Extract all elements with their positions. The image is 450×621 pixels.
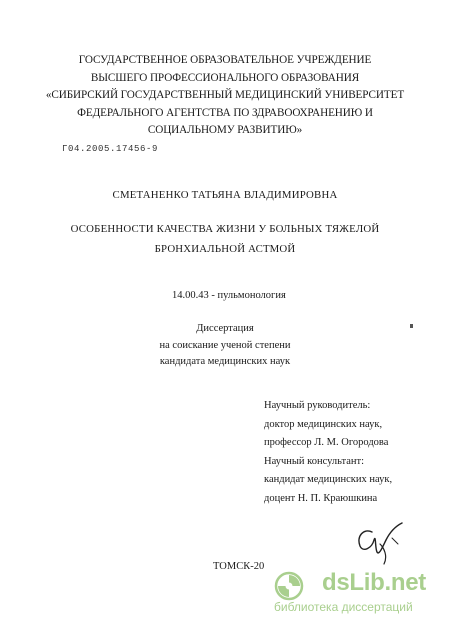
institution-line: ФЕДЕРАЛЬНОГО АГЕНТСТВА ПО ЗДРАВООХРАНЕНИЮ И <box>77 106 373 119</box>
degree-statement <box>0 321 450 371</box>
advisor-line: доктор медицинских наук, <box>264 418 383 430</box>
city-year: ТОМСК-20 <box>213 561 265 572</box>
advisor-line: доцент Н. П. Краюшкина <box>264 492 378 504</box>
institution-header <box>0 52 450 140</box>
title-line: БРОНХИАЛЬНОЙ АСТМОЙ <box>154 243 296 255</box>
catalog-code: Г04.2005.17456-9 <box>62 144 159 154</box>
advisor-line: кандидат медицинских наук, <box>264 474 393 485</box>
degree-line: на соискание ученой степени <box>159 339 291 351</box>
watermark <box>270 568 446 618</box>
institution-line: «СИБИРСКИЙ ГОСУДАРСТВЕННЫЙ МЕДИЦИНСКИЙ УНИВЕРСИТЕТ <box>45 89 405 101</box>
watermark-tagline: библиотека диссертаций <box>274 600 413 614</box>
dissertation-title <box>0 219 450 259</box>
advisors-block <box>264 397 392 508</box>
dslib-logo-icon <box>274 571 304 601</box>
advisor-line: Научный руководитель: <box>264 400 371 411</box>
advisor-line: Научный консультант: <box>264 455 365 467</box>
specialty-code: 14.00.43 - пульмонология <box>172 290 286 301</box>
institution-line: ВЫСШЕГО ПРОФЕССИОНАЛЬНОГО ОБРАЗОВАНИЯ <box>90 71 360 84</box>
institution-line: СОЦИАЛЬНОМУ РАЗВИТИЮ» <box>147 124 303 136</box>
institution-line: ГОСУДАРСТВЕННОЕ ОБРАЗОВАТЕЛЬНОЕ УЧРЕЖДЕНИЕ <box>78 54 372 66</box>
degree-line: кандидата медицинских наук <box>159 356 291 367</box>
author-name: СМЕТАНЕНКО ТАТЬЯНА ВЛАДИМИРОВНА <box>112 189 338 201</box>
watermark-brand: dsLib.net <box>322 569 426 596</box>
advisor-line: профессор Л. М. Огородова <box>264 437 389 448</box>
title-line: ОСОБЕННОСТИ КАЧЕСТВА ЖИЗНИ У БОЛЬНЫХ ТЯЖЕЛОЙ <box>70 223 380 235</box>
degree-line: Диссертация <box>196 323 254 334</box>
signature-icon <box>350 518 410 566</box>
